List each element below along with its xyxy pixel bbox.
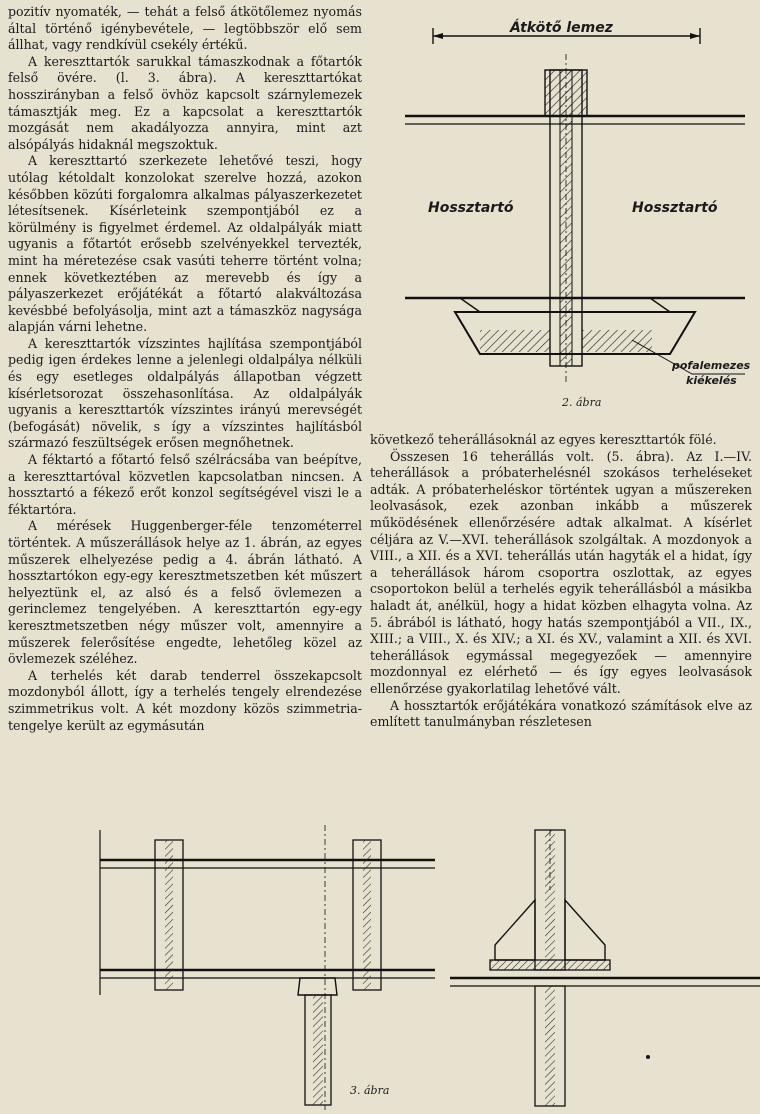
figure-3-caption: 3. ábra <box>350 1084 390 1097</box>
label-hossztarto-right: Hossztartó <box>632 200 718 216</box>
figure-2-caption: 2. ábra <box>562 396 602 409</box>
paragraph: pozitív nyomaték, — tehát a felső átkötőlemez nyomás által történő igénybevétele, — legtöbbször elő sem állhat, vagy rendkívül csekély értékű. <box>8 4 362 53</box>
paragraph: A terhelés két darab tenderrel összekapcsolt mozdonyból állott, így a terhelés tengely elrendezése szimmetrikus volt. A két mozdony közös szimmetria-tengelye került az egymásután <box>8 667 362 733</box>
label-atkoto-lemez: Átkötő lemez <box>510 20 613 36</box>
figure-3 <box>95 820 760 1110</box>
label-hossztarto-left: Hossztartó <box>428 200 514 216</box>
paragraph: A kereszttartó szerkezete lehetővé teszi, hogy utólag kétoldalt konzolokat szerelve hozzá, azokon későbben közúti forgalomra alkalmas pályaszerkezetet létesítsenek. Kísérleteink szempontjából ez a körülmény is figyelmet érdemel. Az oldalpályák miatt ugyanis a főtartót erősebb szelvényekkel tervezték, mint ha méretezése csak vasúti teherre történt volna; ennek következtében az merevebb és így a pályaszerkezet erőjátékát a főtartó alakváltozása kevésbbé befolyásolja, mint azt a támaszköz nagysága alapján várni lehetne. <box>8 153 362 335</box>
paragraph: A mérések Huggenberger-féle tenzométerrel történtek. A műszerállások helye az 1. ábrán, az egyes műszerek elhelyezése pedig a 4. ábrán látható. A hossztartókon egy-egy keresztmetszetben két műszert helyeztünk el, az alsó és a felső övlemezen a gerinclemez tengelyében. A kereszttartón egy-egy keresztmetszetben négy műszer volt, amennyire a műszerek felerősítése engedte, lehetőleg közel az övlemezek széléhez. <box>8 518 362 667</box>
paragraph: Összesen 16 teherállás volt. (5. ábra). Az I.—IV. teherállások a próbaterhelésnél szokásos terheléseket adták. A próbaterheléskor történtek ugyan a műszereken leolvasások, ezek azonban inkább a műszerek működésének ellenőrzésére adtak alkalmat. A kísérlet céljára az V.—XVI. teherállások szolgáltak. A mozdonyok a VIII., a XII. és a XVI. teherállás után hagyták el a hidat, így a teherállások három csoportra oszlottak, az egyes csoportokon belül a terhelés egyik teherállásból a másikba haladt át, anélkül, hogy a hidat közben elhagyta volna. Az 5. ábrából is látható, hogy hatás szempontjából a VII., IX., XIII.; a VIII., X. és XIV.; a XI. és XV., valamint a XII. és XVI. teherállások egymással megegyezőek — amennyire mozdonnyal ez elérhető — és így egyes leolvasások ellenőrzése gyakorlatilag lehetővé vált. <box>370 448 752 696</box>
figure-3-drawing <box>95 820 760 1110</box>
left-text-column <box>8 4 362 734</box>
paragraph: A kereszttartók sarukkal támaszkodnak a főtartók felső övére. (l. 3. ábra). A kereszttartókat hosszirányban a felső övhöz kapcsolt szárnylemezek támasztják meg. Ez a kapcsolat a kereszttartók mozgását nem akadályozza annyira, mint azt alsópályás hidaknál megszoktuk. <box>8 53 362 152</box>
right-text-column <box>370 432 752 731</box>
paragraph: következő teherállásoknál az egyes kereszttartók fölé. <box>370 432 717 447</box>
paragraph: A féktartó a főtartó felső szélrácsába van beépítve, a kereszttartóval közvetlen kapcsolatban nincsen. A hossztartó a fékező erőt konzol segítségével viszi le a féktartóra. <box>8 452 362 517</box>
paragraph: A kereszttartók vízszintes hajlítása szempontjából pedig igen érdekes lenne a jelenlegi oldalpálya nélküli és egy esetleges oldalpályás állapotban végzett kísérletsorozat összehasonlítása. Az oldalpályák ugyanis a kereszttartók vízszintes irányú merevségét (befogását) növelik, s így a vízszintes hajlításból származó feszültségek erősen megnőhetnek. <box>8 335 362 451</box>
label-pofalemezes: pofalemezes <box>672 359 751 372</box>
label-kiekeles: kiékelés <box>686 374 737 387</box>
paragraph: A hossztartók erőjátékára vonatkozó számítások elve az említett tanulmányban részletesen <box>370 697 752 730</box>
figure-2 <box>400 4 750 416</box>
